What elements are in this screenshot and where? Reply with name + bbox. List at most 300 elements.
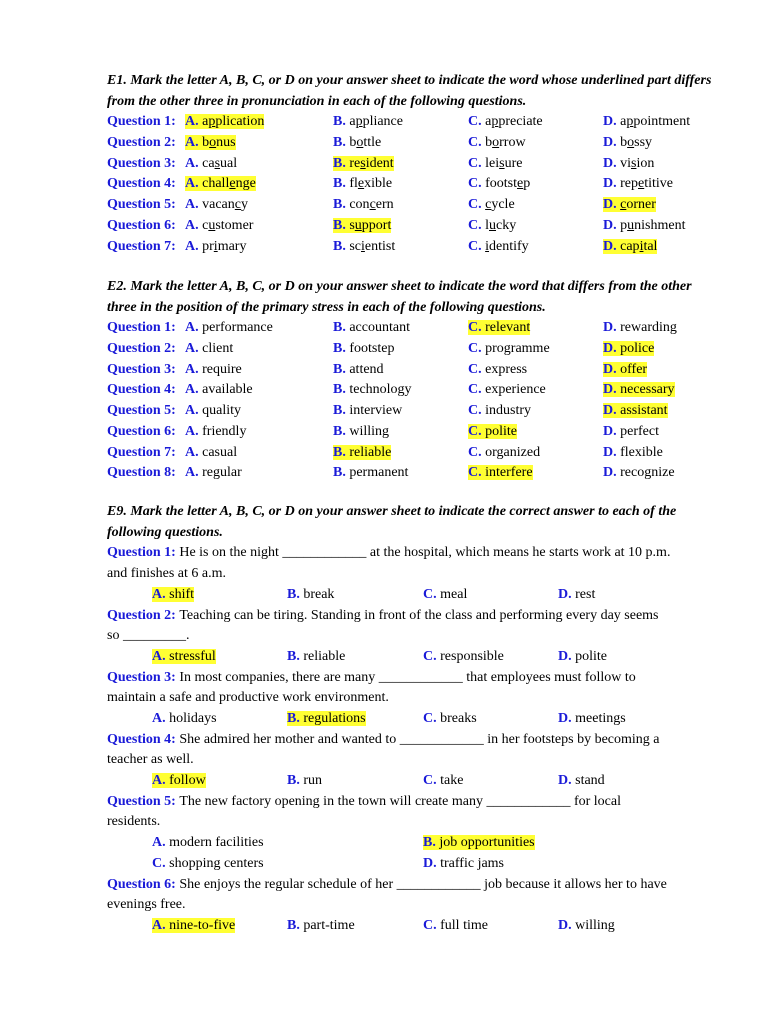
underlined-part: i bbox=[485, 238, 490, 254]
answer-option bbox=[603, 174, 673, 195]
option-letter: D. bbox=[558, 917, 576, 933]
answer-option bbox=[287, 771, 322, 792]
option-text bbox=[185, 465, 242, 480]
option-word: bossy bbox=[620, 135, 653, 151]
question-row bbox=[107, 174, 717, 195]
question-number: Question 6: bbox=[107, 876, 180, 892]
option-text bbox=[333, 135, 381, 150]
option-word: reliable bbox=[349, 444, 392, 460]
option-text bbox=[468, 135, 526, 150]
option-text bbox=[423, 856, 504, 871]
option-letter: B. bbox=[423, 835, 440, 851]
option-word: reliable bbox=[303, 648, 346, 664]
option-word: appreciate bbox=[485, 114, 543, 130]
option-word: industry bbox=[485, 403, 532, 419]
option-letter: C. bbox=[468, 155, 486, 171]
answer-option bbox=[603, 422, 659, 443]
option-word: casual bbox=[202, 444, 238, 460]
answer-option bbox=[423, 833, 535, 854]
option-word: traffic jams bbox=[440, 855, 505, 871]
question-row bbox=[107, 443, 717, 464]
section-e9-instruction: E9. Mark the letter A, B, C, or D on your answer sheet to indicate the correct answer to each of the following questions. bbox=[107, 504, 677, 540]
answer-option bbox=[333, 237, 395, 258]
question-number: Question 4: bbox=[107, 176, 176, 192]
option-letter: B. bbox=[333, 341, 350, 357]
question-label bbox=[107, 463, 176, 484]
question-number: Question 3: bbox=[107, 361, 176, 377]
option-word: lucky bbox=[485, 217, 517, 233]
answer-option bbox=[333, 112, 403, 133]
option-text bbox=[468, 197, 515, 212]
option-text bbox=[333, 341, 394, 356]
question-stem bbox=[107, 668, 717, 689]
option-word: flexible bbox=[620, 444, 663, 460]
option-letter: B. bbox=[287, 648, 304, 664]
option-word: necessary bbox=[620, 382, 675, 398]
answer-option bbox=[468, 360, 527, 381]
option-letter: C. bbox=[423, 648, 441, 664]
answer-option bbox=[558, 709, 626, 730]
option-letter: A. bbox=[185, 217, 203, 233]
option-letter: C. bbox=[468, 423, 486, 439]
answer-option bbox=[603, 195, 656, 216]
highlighted-answer bbox=[603, 197, 656, 212]
option-word: experience bbox=[485, 382, 546, 398]
option-text bbox=[152, 711, 217, 726]
option-letter: A. bbox=[152, 917, 170, 933]
option-letter: C. bbox=[468, 135, 486, 151]
question-label bbox=[107, 237, 176, 258]
option-word: breaks bbox=[440, 711, 477, 726]
option-text bbox=[423, 918, 488, 933]
answer-option bbox=[423, 916, 488, 937]
question-stem bbox=[107, 606, 717, 627]
answer-option bbox=[152, 771, 206, 792]
answer-option bbox=[468, 401, 531, 422]
question-label bbox=[107, 401, 176, 422]
question-label bbox=[107, 154, 176, 175]
highlighted-answer bbox=[333, 156, 394, 171]
question-label bbox=[107, 112, 176, 133]
question-text: She enjoys the regular schedule of her ____________ job because it allows her to have bbox=[179, 876, 667, 892]
option-letter: B. bbox=[333, 444, 350, 460]
question-number: Question 3: bbox=[107, 155, 176, 171]
option-word: borrow bbox=[485, 135, 526, 151]
option-word: flexible bbox=[349, 176, 393, 192]
option-letter: B. bbox=[333, 403, 350, 419]
option-word: footstep bbox=[485, 176, 531, 192]
highlighted-answer bbox=[423, 835, 535, 850]
option-letter: A. bbox=[185, 341, 203, 357]
answer-option bbox=[603, 443, 663, 464]
option-word: primary bbox=[202, 238, 247, 254]
highlighted-answer bbox=[152, 773, 206, 788]
answer-option bbox=[558, 647, 607, 668]
question-number: Question 6: bbox=[107, 217, 176, 233]
option-letter: B. bbox=[333, 465, 350, 481]
answer-option bbox=[333, 318, 410, 339]
option-letter: A. bbox=[152, 586, 170, 602]
option-text bbox=[468, 176, 530, 191]
highlighted-answer bbox=[185, 114, 264, 129]
answer-option bbox=[468, 380, 546, 401]
options-row bbox=[107, 916, 717, 937]
option-text bbox=[185, 197, 248, 212]
option-letter: A. bbox=[152, 835, 170, 851]
answer-option bbox=[333, 360, 384, 381]
question-label bbox=[107, 174, 176, 195]
option-word: responsible bbox=[440, 648, 504, 664]
highlighted-answer bbox=[333, 445, 391, 460]
option-text bbox=[468, 239, 529, 254]
section-e1 bbox=[107, 71, 717, 257]
question-stem bbox=[107, 875, 717, 896]
question-text: He is on the night ____________ at the hospital, which means he starts work at 10 p.m. bbox=[179, 545, 671, 561]
question-text: Teaching can be tiring. Standing in front of the class and performing every day seems bbox=[179, 607, 659, 623]
option-letter: C. bbox=[468, 197, 486, 213]
option-letter: D. bbox=[603, 403, 621, 419]
option-word: police bbox=[620, 341, 655, 357]
answer-option bbox=[333, 443, 391, 464]
underlined-part: s bbox=[360, 155, 366, 171]
option-word: appliance bbox=[349, 114, 403, 130]
answer-option bbox=[333, 195, 394, 216]
option-letter: B. bbox=[333, 135, 350, 151]
option-word: rest bbox=[575, 586, 596, 602]
option-letter: A. bbox=[185, 176, 203, 192]
option-text bbox=[152, 856, 264, 871]
option-word: take bbox=[440, 773, 464, 789]
option-word: vision bbox=[620, 155, 655, 171]
option-word: customer bbox=[202, 217, 254, 233]
answer-option bbox=[423, 647, 504, 668]
option-text bbox=[468, 403, 531, 418]
option-text bbox=[423, 773, 463, 788]
highlighted-answer bbox=[468, 424, 517, 439]
answer-option bbox=[468, 318, 530, 339]
answer-option bbox=[333, 339, 394, 360]
underlined-part: c bbox=[485, 197, 492, 213]
option-text bbox=[603, 176, 673, 191]
question-number: Question 6: bbox=[107, 423, 176, 439]
option-text bbox=[333, 176, 392, 191]
option-letter: B. bbox=[333, 217, 350, 233]
underlined-part: o bbox=[209, 135, 217, 151]
section-e9 bbox=[107, 502, 717, 937]
option-word: meal bbox=[440, 586, 468, 602]
option-word: perfect bbox=[620, 423, 659, 439]
highlighted-answer bbox=[152, 649, 216, 664]
options-row bbox=[107, 585, 717, 606]
option-text bbox=[185, 424, 246, 439]
question-number: Question 5: bbox=[107, 197, 176, 213]
option-word: repetitive bbox=[620, 176, 674, 192]
answer-option bbox=[185, 174, 256, 195]
option-letter: A. bbox=[185, 320, 203, 336]
answer-option bbox=[152, 916, 235, 937]
question-number: Question 2: bbox=[107, 135, 176, 151]
highlighted-answer bbox=[603, 403, 668, 418]
option-word: run bbox=[303, 773, 323, 789]
option-text bbox=[423, 711, 477, 726]
option-letter: B. bbox=[333, 423, 350, 439]
option-letter: D. bbox=[603, 197, 621, 213]
option-text bbox=[468, 382, 546, 397]
underlined-part: p bbox=[208, 114, 216, 130]
answer-option bbox=[185, 401, 241, 422]
option-letter: D. bbox=[603, 217, 621, 233]
option-word: shift bbox=[169, 586, 195, 602]
option-word: polite bbox=[485, 423, 518, 439]
question-number: Question 7: bbox=[107, 238, 176, 254]
answer-option bbox=[152, 585, 194, 606]
question-row bbox=[107, 463, 717, 484]
option-word: attend bbox=[349, 361, 384, 377]
option-word: corner bbox=[620, 197, 656, 213]
question-row bbox=[107, 154, 717, 175]
option-word: friendly bbox=[202, 423, 247, 439]
answer-option bbox=[468, 112, 543, 133]
options-row bbox=[107, 854, 717, 875]
section-e1-instruction: E1. Mark the letter A, B, C, or D on your answer sheet to indicate the word whose underlined part differs from the other three in pronunciation in each of the following questions. bbox=[107, 73, 712, 109]
question-stem-continued: residents. bbox=[107, 814, 161, 830]
answer-option bbox=[423, 771, 463, 792]
option-word: cycle bbox=[485, 197, 515, 213]
highlighted-answer bbox=[185, 176, 256, 191]
answer-option bbox=[603, 339, 654, 360]
question-number: Question 2: bbox=[107, 341, 176, 357]
option-letter: A. bbox=[185, 197, 203, 213]
answer-option bbox=[152, 647, 216, 668]
option-text bbox=[333, 362, 384, 377]
option-word: break bbox=[303, 586, 335, 602]
answer-option bbox=[333, 401, 402, 422]
highlighted-answer bbox=[468, 465, 533, 480]
option-letter: A. bbox=[185, 361, 203, 377]
option-letter: D. bbox=[558, 773, 576, 789]
option-text bbox=[558, 649, 607, 664]
option-word: part-time bbox=[303, 917, 355, 933]
highlighted-answer bbox=[603, 382, 675, 397]
question-row bbox=[107, 401, 717, 422]
answer-option bbox=[333, 174, 392, 195]
highlighted-answer bbox=[152, 587, 194, 602]
option-text bbox=[185, 239, 246, 254]
option-letter: C. bbox=[423, 773, 441, 789]
option-letter: D. bbox=[558, 648, 576, 664]
answer-option bbox=[287, 709, 366, 730]
answer-option bbox=[185, 154, 237, 175]
section-e2 bbox=[107, 277, 717, 484]
option-text bbox=[468, 218, 516, 233]
option-letter: A. bbox=[152, 648, 170, 664]
options-row bbox=[107, 771, 717, 792]
option-letter: B. bbox=[287, 586, 304, 602]
answer-option bbox=[287, 647, 345, 668]
highlighted-answer bbox=[287, 711, 366, 726]
option-letter: A. bbox=[185, 382, 203, 398]
question-row bbox=[107, 380, 717, 401]
underlined-part: e bbox=[229, 176, 236, 192]
question-row bbox=[107, 216, 717, 237]
option-letter: B. bbox=[287, 917, 304, 933]
option-letter: B. bbox=[287, 773, 304, 789]
option-text bbox=[468, 114, 543, 129]
option-word: programme bbox=[485, 341, 550, 357]
underlined-part: i bbox=[639, 238, 644, 254]
option-text bbox=[603, 320, 677, 335]
option-letter: D. bbox=[603, 341, 621, 357]
question-number: Question 4: bbox=[107, 731, 180, 747]
underlined-part: e bbox=[517, 176, 524, 192]
option-letter: B. bbox=[333, 197, 350, 213]
option-word: shopping centers bbox=[169, 855, 264, 871]
underlined-part: o bbox=[492, 135, 500, 151]
answer-option bbox=[603, 380, 675, 401]
question-number: Question 8: bbox=[107, 465, 176, 481]
answer-option bbox=[468, 174, 530, 195]
option-text bbox=[468, 362, 527, 377]
question-stem bbox=[107, 543, 717, 564]
option-letter: B. bbox=[333, 382, 350, 398]
question-text: She admired her mother and wanted to ____________ in her footsteps by becoming a bbox=[179, 731, 660, 747]
underlined-part: s bbox=[631, 155, 637, 171]
question-number: Question 1: bbox=[107, 114, 176, 130]
answer-option bbox=[468, 133, 526, 154]
answer-option bbox=[185, 380, 253, 401]
highlighted-answer bbox=[603, 341, 654, 356]
question-number: Question 2: bbox=[107, 607, 180, 623]
option-text bbox=[558, 711, 626, 726]
option-word: quality bbox=[202, 403, 242, 419]
answer-option bbox=[333, 154, 394, 175]
question-row bbox=[107, 195, 717, 216]
underlined-part: u bbox=[627, 217, 635, 233]
option-text bbox=[603, 156, 654, 171]
answer-option bbox=[185, 133, 236, 154]
answer-option bbox=[468, 422, 517, 443]
underlined-part: p bbox=[626, 114, 634, 130]
underlined-part: u bbox=[489, 217, 497, 233]
option-text bbox=[333, 320, 410, 335]
option-text bbox=[603, 114, 690, 129]
option-letter: A. bbox=[185, 423, 203, 439]
option-word: accountant bbox=[349, 320, 410, 336]
option-word: interfere bbox=[485, 465, 533, 481]
option-letter: B. bbox=[333, 176, 350, 192]
answer-option bbox=[423, 709, 477, 730]
answer-option bbox=[333, 133, 381, 154]
question-stem-continued: maintain a safe and productive work environment. bbox=[107, 690, 389, 706]
option-word: application bbox=[202, 114, 265, 130]
options-row bbox=[107, 709, 717, 730]
option-letter: A. bbox=[152, 711, 170, 726]
question-row bbox=[107, 237, 717, 258]
question-number: Question 5: bbox=[107, 403, 176, 419]
highlighted-answer bbox=[185, 135, 236, 150]
option-word: scientist bbox=[349, 238, 396, 254]
option-text bbox=[333, 239, 395, 254]
option-word: interview bbox=[349, 403, 403, 419]
answer-option bbox=[603, 237, 657, 258]
question-row bbox=[107, 360, 717, 381]
option-text bbox=[185, 403, 241, 418]
answer-option bbox=[468, 237, 529, 258]
answer-option bbox=[468, 216, 516, 237]
option-letter: C. bbox=[468, 403, 486, 419]
option-word: follow bbox=[169, 773, 206, 789]
underlined-part: p bbox=[491, 114, 499, 130]
option-letter: C. bbox=[468, 320, 486, 336]
option-letter: D. bbox=[603, 382, 621, 398]
option-text bbox=[603, 424, 659, 439]
option-letter: C. bbox=[468, 114, 486, 130]
answer-option bbox=[185, 195, 248, 216]
option-letter: D. bbox=[603, 423, 621, 439]
option-letter: C. bbox=[152, 855, 170, 871]
option-text bbox=[333, 424, 389, 439]
option-letter: C. bbox=[468, 382, 486, 398]
option-text bbox=[287, 587, 334, 602]
option-text bbox=[287, 649, 345, 664]
answer-option bbox=[185, 422, 246, 443]
question-stem-continued: teacher as well. bbox=[107, 752, 194, 768]
option-text bbox=[558, 918, 615, 933]
option-text bbox=[333, 465, 408, 480]
answer-option bbox=[603, 216, 685, 237]
option-letter: A. bbox=[152, 773, 170, 789]
option-text bbox=[468, 156, 522, 171]
question-label bbox=[107, 443, 176, 464]
option-word: support bbox=[349, 217, 392, 233]
answer-option bbox=[287, 585, 334, 606]
option-letter: A. bbox=[185, 465, 203, 481]
option-text bbox=[603, 218, 685, 233]
question-label bbox=[107, 195, 176, 216]
option-text bbox=[185, 156, 237, 171]
option-text bbox=[185, 341, 233, 356]
question-label bbox=[107, 133, 176, 154]
underlined-part: s bbox=[214, 155, 221, 171]
option-letter: C. bbox=[468, 238, 486, 254]
answer-option bbox=[468, 443, 540, 464]
option-letter: C. bbox=[468, 176, 486, 192]
answer-option bbox=[333, 380, 412, 401]
option-word: willing bbox=[575, 917, 615, 933]
question-row bbox=[107, 112, 717, 133]
option-letter: B. bbox=[333, 320, 350, 336]
answer-option bbox=[185, 318, 273, 339]
option-word: organized bbox=[485, 444, 541, 460]
options-row bbox=[107, 647, 717, 668]
option-letter: A. bbox=[185, 238, 203, 254]
option-text bbox=[185, 218, 253, 233]
option-letter: B. bbox=[333, 155, 350, 171]
option-word: holidays bbox=[169, 711, 217, 726]
option-word: bonus bbox=[202, 135, 236, 151]
answer-option bbox=[185, 216, 253, 237]
option-letter: A. bbox=[185, 114, 203, 130]
answer-option bbox=[603, 463, 675, 484]
answer-option bbox=[603, 360, 647, 381]
underlined-part: i bbox=[213, 238, 218, 254]
option-word: client bbox=[202, 341, 234, 357]
question-number: Question 1: bbox=[107, 320, 176, 336]
option-letter: B. bbox=[287, 711, 304, 726]
option-letter: D. bbox=[603, 135, 621, 151]
question-row bbox=[107, 318, 717, 339]
answer-option bbox=[185, 339, 233, 360]
